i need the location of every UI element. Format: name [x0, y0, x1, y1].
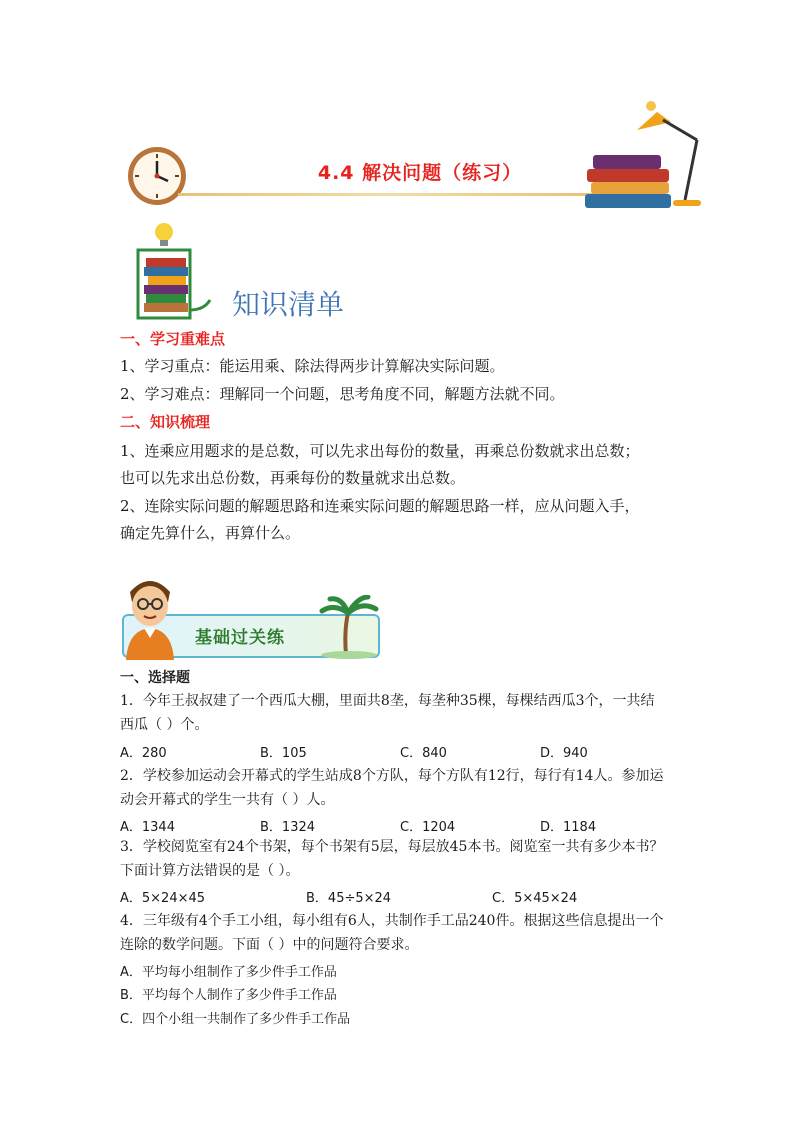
question-4-option-b[interactable]: B．平均每个人制作了多少件手工作品 [120, 988, 337, 1003]
section-heading-key-points: 一、学习重难点 [120, 330, 226, 348]
summary-item-1-line-2: 也可以先求出总份数，再乘每份的数量就求出总数。 [120, 469, 466, 487]
question-2-option-c[interactable]: C．1204 [400, 820, 456, 835]
teacher-icon [118, 572, 182, 660]
question-3-line-2: 下面计算方法错误的是（ ）。 [120, 863, 300, 879]
question-1-option-c[interactable]: C．840 [400, 746, 447, 761]
question-4-line-1: 4．三年级有4个手工小组，每小组有6人，共制作手工品240件。根据这些信息提出一个 [120, 913, 664, 929]
lightbulb-books-icon [134, 220, 224, 320]
question-4-option-c[interactable]: C．四个小组一共制作了多少件手工作品 [120, 1012, 351, 1027]
question-3-line-1: 3．学校阅览室有24个书架，每个书架有5层，每层放45本书。阅览室一共有多少本书？ [120, 839, 664, 855]
question-1-option-b[interactable]: B．105 [260, 746, 307, 761]
question-2-option-d[interactable]: D．1184 [540, 820, 597, 835]
question-4-line-2: 连除的数学问题。下面（ ）中的问题符合要求。 [120, 937, 419, 953]
question-1-option-a[interactable]: A．280 [120, 746, 167, 761]
question-1-line-2: 西瓜（ ）个。 [120, 717, 209, 733]
knowledge-title: 知识清单 [232, 288, 345, 321]
palm-tree-icon [318, 595, 380, 659]
question-2-option-a[interactable]: A．1344 [120, 820, 175, 835]
practice-banner-label: 基础过关练 [195, 628, 285, 648]
summary-item-1-line-1: 1、连乘应用题求的是总数，可以先求出每份的数量，再乘总份数就求出总数； [120, 442, 640, 460]
title-underline [178, 193, 598, 196]
question-3-option-b[interactable]: B．45÷5×24 [306, 891, 392, 906]
section-heading-summary: 二、知识梳理 [120, 413, 211, 431]
question-2-option-b[interactable]: B．1324 [260, 820, 316, 835]
question-section-heading: 一、选择题 [120, 670, 190, 686]
question-2-line-2: 动会开幕式的学生一共有（ ）人。 [120, 792, 335, 808]
page-title: 4.4 解决问题（练习） [317, 162, 523, 184]
question-3-option-c[interactable]: C．5×45×24 [492, 891, 578, 906]
question-1-line-1: 1．今年王叔叔建了一个西瓜大棚，里面共8垄，每垄种35棵，每棵结西瓜3个，一共结 [120, 693, 655, 709]
summary-item-2-line-1: 2、连除实际问题的解题思路和连乘实际问题的解题思路一样，应从问题入手， [120, 497, 640, 515]
question-3-option-a[interactable]: A．5×24×45 [120, 891, 206, 906]
books-lamp-icon [585, 100, 715, 212]
clock-icon [126, 145, 188, 207]
question-4-option-a[interactable]: A．平均每小组制作了多少件手工作品 [120, 965, 337, 980]
question-2-line-1: 2．学校参加运动会开幕式的学生站成8个方队，每个方队有12行，每行有14人。参加运 [120, 768, 664, 784]
question-1-option-d[interactable]: D．940 [540, 746, 588, 761]
summary-item-2-line-2: 确定先算什么，再算什么。 [120, 524, 301, 542]
key-point-item: 1、学习重点：能运用乘、除法得两步计算解决实际问题。 [120, 357, 505, 375]
difficulty-item: 2、学习难点：理解同一个问题，思考角度不同，解题方法就不同。 [120, 385, 565, 403]
